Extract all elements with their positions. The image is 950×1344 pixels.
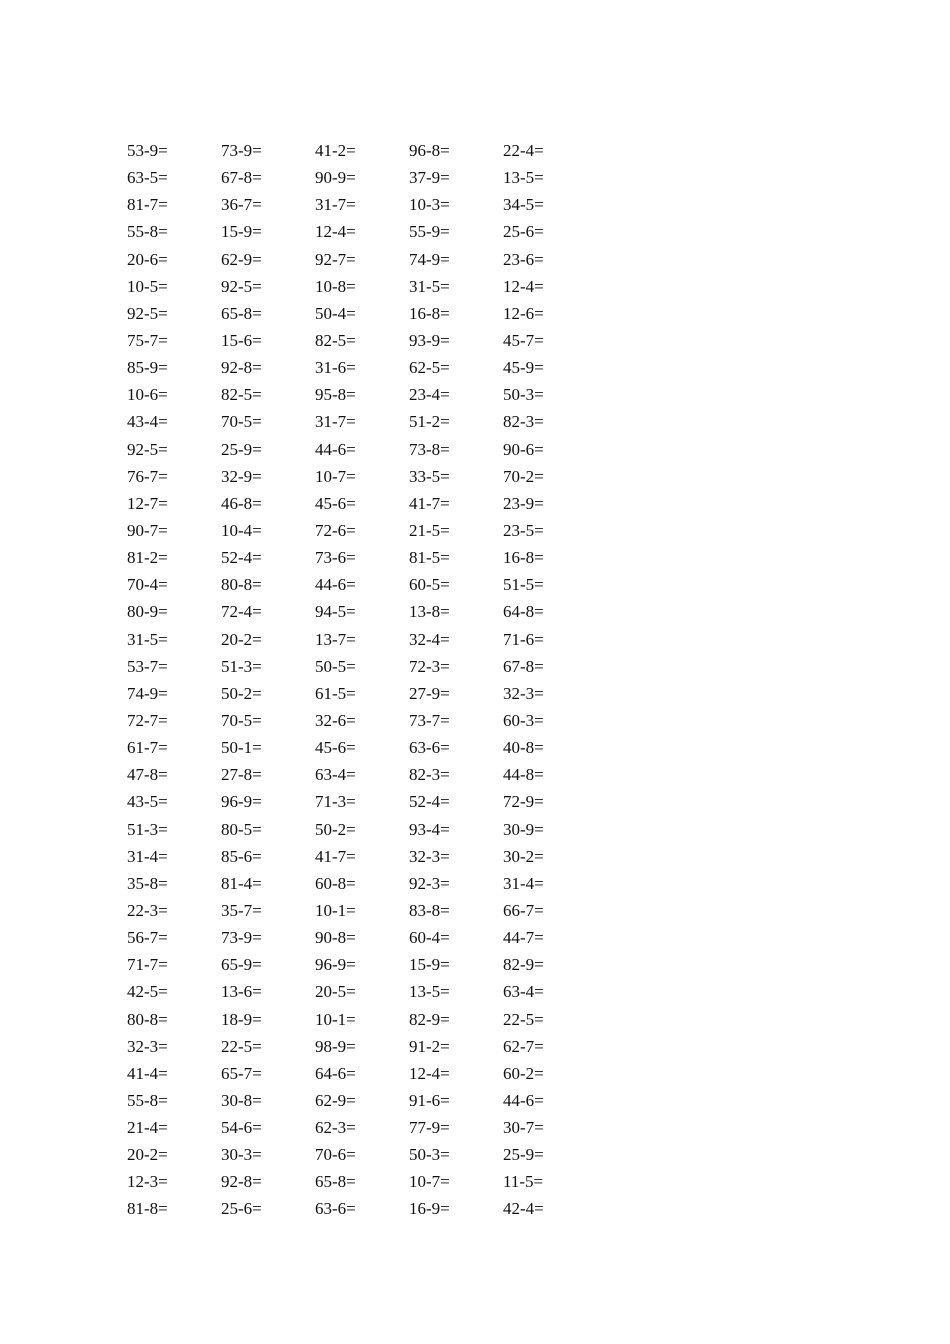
math-problem: 10-6= (127, 385, 168, 405)
math-problem: 50-3= (409, 1145, 450, 1165)
math-problem: 90-7= (127, 520, 168, 540)
math-problem: 43-4= (127, 412, 168, 432)
math-problem: 35-7= (221, 900, 262, 920)
math-problem: 96-9= (315, 955, 356, 975)
math-problem: 66-7= (503, 900, 544, 920)
math-problem: 80-5= (221, 819, 262, 839)
math-problem: 98-9= (315, 1036, 356, 1056)
math-problem: 23-5= (503, 520, 544, 540)
math-problem: 72-4= (221, 602, 262, 622)
math-problem: 64-6= (315, 1063, 356, 1083)
problem-row (127, 246, 627, 273)
problem-row (127, 1168, 627, 1195)
math-problem: 23-6= (503, 249, 544, 269)
math-problem: 27-8= (221, 765, 262, 785)
math-problem: 25-6= (221, 1199, 262, 1219)
problem-row (127, 381, 627, 408)
math-problem: 10-7= (315, 466, 356, 486)
math-problem: 18-9= (221, 1009, 262, 1029)
math-problem: 92-3= (409, 873, 450, 893)
math-problem: 85-6= (221, 846, 262, 866)
math-problem: 34-5= (503, 195, 544, 215)
math-problem: 51-3= (127, 819, 168, 839)
problem-row (127, 517, 627, 544)
math-problem: 44-6= (315, 439, 356, 459)
math-problem: 83-8= (409, 900, 450, 920)
math-problem: 16-8= (503, 548, 544, 568)
math-problem: 20-5= (315, 982, 356, 1002)
math-problem: 23-9= (503, 493, 544, 513)
math-problem: 81-8= (127, 1199, 168, 1219)
math-problem: 10-3= (409, 195, 450, 215)
problem-row (127, 1114, 627, 1141)
math-problem: 54-6= (221, 1118, 262, 1138)
math-problem: 13-5= (409, 982, 450, 1002)
math-problem: 44-6= (503, 1090, 544, 1110)
problem-row (127, 598, 627, 625)
problem-row (127, 1141, 627, 1168)
math-problem: 55-9= (409, 222, 450, 242)
math-problem: 93-4= (409, 819, 450, 839)
math-problem: 45-7= (503, 330, 544, 350)
math-problem: 93-9= (409, 330, 450, 350)
math-problem: 70-5= (221, 412, 262, 432)
math-problem: 32-9= (221, 466, 262, 486)
math-problem: 74-9= (127, 683, 168, 703)
math-problem: 71-3= (315, 792, 356, 812)
math-problem: 67-8= (221, 168, 262, 188)
math-problem: 37-9= (409, 168, 450, 188)
math-problem: 72-9= (503, 792, 544, 812)
math-problem: 90-6= (503, 439, 544, 459)
problem-row (127, 653, 627, 680)
math-problem: 31-7= (315, 412, 356, 432)
problem-row (127, 1087, 627, 1114)
math-problem: 43-5= (127, 792, 168, 812)
math-problem: 31-6= (315, 358, 356, 378)
math-problem: 91-2= (409, 1036, 450, 1056)
math-problem: 60-8= (315, 873, 356, 893)
problem-row (127, 1006, 627, 1033)
problem-row (127, 843, 627, 870)
math-problem: 62-9= (315, 1090, 356, 1110)
problem-row (127, 300, 627, 327)
problem-row (127, 951, 627, 978)
math-problem: 10-8= (315, 276, 356, 296)
math-problem: 42-5= (127, 982, 168, 1002)
math-problem: 60-5= (409, 575, 450, 595)
math-problem: 46-8= (221, 493, 262, 513)
math-problem: 52-4= (221, 548, 262, 568)
math-problem: 15-9= (409, 955, 450, 975)
math-problem: 73-9= (221, 141, 262, 160)
problem-row (127, 571, 627, 598)
math-problem: 73-6= (315, 548, 356, 568)
problem-row (127, 734, 627, 761)
math-problem: 61-5= (315, 683, 356, 703)
problem-row (127, 191, 627, 218)
math-problem: 50-2= (221, 683, 262, 703)
problem-row (127, 870, 627, 897)
math-problem: 95-8= (315, 385, 356, 405)
math-problem: 40-8= (503, 738, 544, 758)
math-problem: 70-4= (127, 575, 168, 595)
math-problem: 92-8= (221, 358, 262, 378)
problem-row (127, 490, 627, 517)
math-problem: 41-7= (409, 493, 450, 513)
math-problem: 92-8= (221, 1172, 262, 1192)
math-problem: 15-6= (221, 330, 262, 350)
math-problem: 65-7= (221, 1063, 262, 1083)
math-problem: 32-3= (503, 683, 544, 703)
math-problem: 70-2= (503, 466, 544, 486)
math-problem: 16-8= (409, 303, 450, 323)
subtraction-worksheet (127, 137, 627, 1223)
problem-row (127, 897, 627, 924)
math-problem: 21-5= (409, 520, 450, 540)
math-problem: 30-2= (503, 846, 544, 866)
math-problem: 22-4= (503, 141, 544, 160)
problem-row (127, 1033, 627, 1060)
math-problem: 11-5= (503, 1172, 544, 1192)
math-problem: 32-3= (127, 1036, 168, 1056)
math-problem: 31-4= (503, 873, 544, 893)
math-problem: 63-6= (315, 1199, 356, 1219)
math-problem: 30-7= (503, 1118, 544, 1138)
math-problem: 30-8= (221, 1090, 262, 1110)
math-problem: 44-7= (503, 928, 544, 948)
math-problem: 67-8= (503, 656, 544, 676)
math-problem: 22-3= (127, 900, 168, 920)
math-problem: 73-7= (409, 710, 450, 730)
math-problem: 10-4= (221, 520, 262, 540)
math-problem: 45-6= (315, 738, 356, 758)
math-problem: 10-5= (127, 276, 168, 296)
math-problem: 31-5= (409, 276, 450, 296)
math-problem: 27-9= (409, 683, 450, 703)
math-problem: 32-6= (315, 710, 356, 730)
problem-row (127, 626, 627, 653)
math-problem: 81-4= (221, 873, 262, 893)
problem-row (127, 707, 627, 734)
math-problem: 50-4= (315, 303, 356, 323)
math-problem: 96-8= (409, 141, 450, 160)
math-problem: 51-5= (503, 575, 544, 595)
math-problem: 30-9= (503, 819, 544, 839)
math-problem: 70-5= (221, 710, 262, 730)
math-problem: 72-7= (127, 710, 168, 730)
math-problem: 50-1= (221, 738, 262, 758)
math-problem: 41-4= (127, 1063, 168, 1083)
math-problem: 65-8= (315, 1172, 356, 1192)
math-problem: 15-9= (221, 222, 262, 242)
problem-row (127, 463, 627, 490)
problem-row (127, 327, 627, 354)
math-problem: 12-6= (503, 303, 544, 323)
math-problem: 60-2= (503, 1063, 544, 1083)
math-problem: 72-3= (409, 656, 450, 676)
math-problem: 45-6= (315, 493, 356, 513)
math-problem: 80-9= (127, 602, 168, 622)
math-problem: 41-2= (315, 141, 356, 160)
math-problem: 21-4= (127, 1118, 168, 1138)
math-problem: 52-4= (409, 792, 450, 812)
math-problem: 12-4= (409, 1063, 450, 1083)
math-problem: 10-7= (409, 1172, 450, 1192)
math-problem: 65-8= (221, 303, 262, 323)
math-problem: 92-7= (315, 249, 356, 269)
math-problem: 62-7= (503, 1036, 544, 1056)
problem-row (127, 761, 627, 788)
math-problem: 73-9= (221, 928, 262, 948)
math-problem: 10-1= (315, 900, 356, 920)
math-problem: 71-6= (503, 629, 544, 649)
math-problem: 82-9= (409, 1009, 450, 1029)
math-problem: 22-5= (221, 1036, 262, 1056)
math-problem: 47-8= (127, 765, 168, 785)
math-problem: 77-9= (409, 1118, 450, 1138)
math-problem: 20-2= (221, 629, 262, 649)
math-problem: 30-3= (221, 1145, 262, 1165)
math-problem: 90-9= (315, 168, 356, 188)
math-problem: 35-8= (127, 873, 168, 893)
math-problem: 80-8= (221, 575, 262, 595)
math-problem: 76-7= (127, 466, 168, 486)
math-problem: 32-3= (409, 846, 450, 866)
math-problem: 90-8= (315, 928, 356, 948)
problem-row (127, 1060, 627, 1087)
math-problem: 50-3= (503, 385, 544, 405)
math-problem: 50-2= (315, 819, 356, 839)
math-problem: 82-5= (315, 330, 356, 350)
math-problem: 92-5= (127, 303, 168, 323)
math-problem: 31-7= (315, 195, 356, 215)
math-problem: 64-8= (503, 602, 544, 622)
problem-row (127, 816, 627, 843)
math-problem: 23-4= (409, 385, 450, 405)
math-problem: 51-2= (409, 412, 450, 432)
math-problem: 25-6= (503, 222, 544, 242)
problem-row (127, 1195, 627, 1222)
math-problem: 81-5= (409, 548, 450, 568)
math-problem: 74-9= (409, 249, 450, 269)
math-problem: 94-5= (315, 602, 356, 622)
problem-row (127, 544, 627, 571)
math-problem: 63-6= (409, 738, 450, 758)
math-problem: 96-9= (221, 792, 262, 812)
problem-row (127, 354, 627, 381)
math-problem: 53-9= (127, 141, 168, 160)
math-problem: 70-6= (315, 1145, 356, 1165)
math-problem: 80-8= (127, 1009, 168, 1029)
math-problem: 73-8= (409, 439, 450, 459)
math-problem: 82-5= (221, 385, 262, 405)
math-problem: 81-7= (127, 195, 168, 215)
problem-row (127, 273, 627, 300)
math-problem: 31-5= (127, 629, 168, 649)
math-problem: 65-9= (221, 955, 262, 975)
problem-row (127, 408, 627, 435)
math-problem: 61-7= (127, 738, 168, 758)
math-problem: 55-8= (127, 222, 168, 242)
math-problem: 44-6= (315, 575, 356, 595)
math-problem: 25-9= (503, 1145, 544, 1165)
problem-row (127, 137, 627, 164)
math-problem: 60-4= (409, 928, 450, 948)
math-problem: 12-4= (503, 276, 544, 296)
math-problem: 13-8= (409, 602, 450, 622)
math-problem: 31-4= (127, 846, 168, 866)
math-problem: 10-1= (315, 1009, 356, 1029)
math-problem: 13-6= (221, 982, 262, 1002)
math-problem: 85-9= (127, 358, 168, 378)
math-problem: 56-7= (127, 928, 168, 948)
math-problem: 62-5= (409, 358, 450, 378)
math-problem: 22-5= (503, 1009, 544, 1029)
math-problem: 63-5= (127, 168, 168, 188)
math-problem: 12-7= (127, 493, 168, 513)
problem-row (127, 788, 627, 815)
math-problem: 41-7= (315, 846, 356, 866)
math-problem: 44-8= (503, 765, 544, 785)
math-problem: 12-3= (127, 1172, 168, 1192)
math-problem: 62-9= (221, 249, 262, 269)
math-problem: 63-4= (503, 982, 544, 1002)
math-problem: 63-4= (315, 765, 356, 785)
math-problem: 36-7= (221, 195, 262, 215)
math-problem: 92-5= (221, 276, 262, 296)
math-problem: 25-9= (221, 439, 262, 459)
math-problem: 55-8= (127, 1090, 168, 1110)
problem-row (127, 164, 627, 191)
math-problem: 81-2= (127, 548, 168, 568)
math-problem: 33-5= (409, 466, 450, 486)
math-problem: 53-7= (127, 656, 168, 676)
math-problem: 51-3= (221, 656, 262, 676)
problem-row (127, 924, 627, 951)
math-problem: 12-4= (315, 222, 356, 242)
problem-row (127, 978, 627, 1005)
math-problem: 45-9= (503, 358, 544, 378)
math-problem: 75-7= (127, 330, 168, 350)
math-problem: 92-5= (127, 439, 168, 459)
math-problem: 20-2= (127, 1145, 168, 1165)
math-problem: 82-3= (409, 765, 450, 785)
math-problem: 71-7= (127, 955, 168, 975)
math-problem: 50-5= (315, 656, 356, 676)
math-problem: 82-9= (503, 955, 544, 975)
math-problem: 42-4= (503, 1199, 544, 1219)
math-problem: 91-6= (409, 1090, 450, 1110)
math-problem: 60-3= (503, 710, 544, 730)
math-problem: 20-6= (127, 249, 168, 269)
problem-row (127, 680, 627, 707)
math-problem: 62-3= (315, 1118, 356, 1138)
math-problem: 32-4= (409, 629, 450, 649)
math-problem: 72-6= (315, 520, 356, 540)
problem-row (127, 436, 627, 463)
problem-row (127, 218, 627, 245)
math-problem: 13-7= (315, 629, 356, 649)
math-problem: 16-9= (409, 1199, 450, 1219)
math-problem: 13-5= (503, 168, 544, 188)
math-problem: 82-3= (503, 412, 544, 432)
